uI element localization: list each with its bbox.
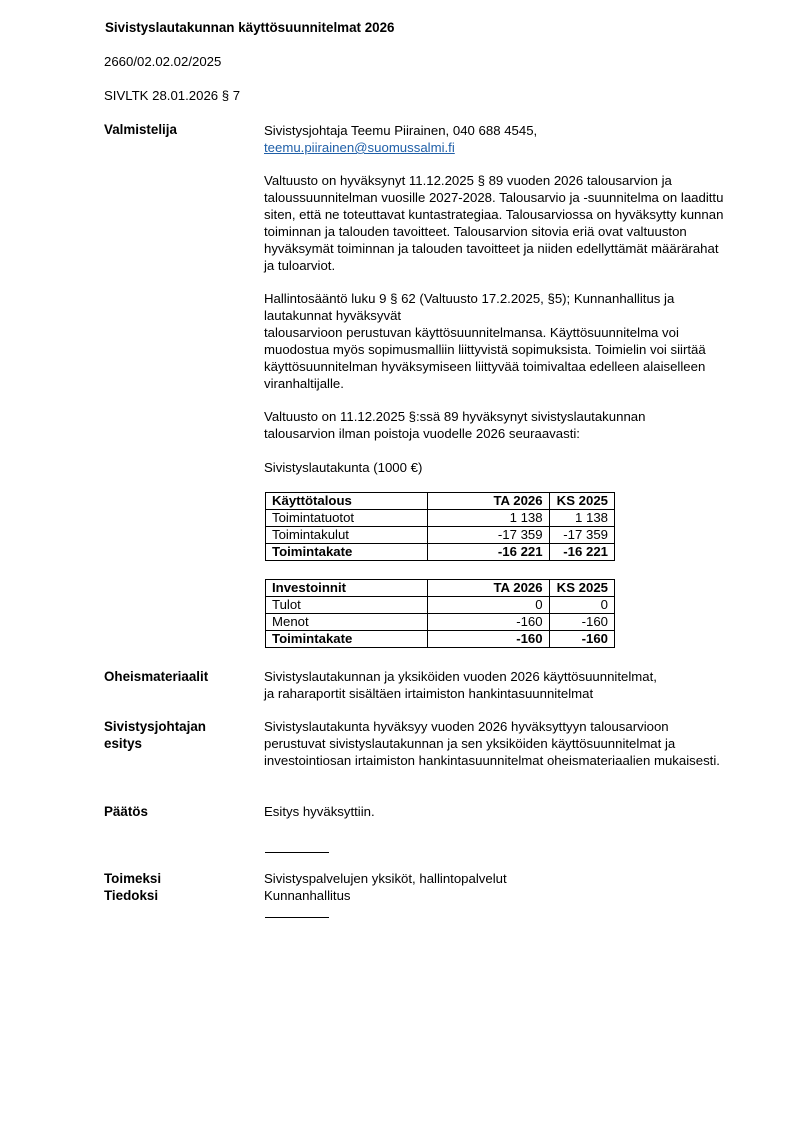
table-cell: -160 <box>549 614 614 631</box>
record-number: 2660/02.02.02/2025 <box>104 54 222 69</box>
paragraph-council-decision: Valtuusto on 11.12.2025 §:ssä 89 hyväksynyt sivistyslautakunnan talousarvion ilman poistoja vuodelle 2026 seuraavasti: <box>264 409 646 441</box>
table-header-cell: Käyttötalous <box>266 493 428 510</box>
esitys-content: Sivistyslautakunta hyväksyy vuoden 2026 hyväksyttyyn talousarvioon perustuvat sivistyslautakunnan ja sen yksiköiden käyttösuunnitelmat ja investointiosan irtaimiston hankintasuunnitelmat oheismateriaalien mukaisesti. <box>264 719 720 768</box>
table-cell: Menot <box>266 614 428 631</box>
table-total-row <box>266 544 615 561</box>
tiedoksi-label: Tiedoksi <box>104 888 159 903</box>
table-cell: Tulot <box>266 597 428 614</box>
separator-rule <box>265 852 329 853</box>
table-cell: -160 <box>549 631 614 648</box>
esitys-label-line2: esitys <box>104 736 142 751</box>
table-total-row <box>266 631 615 648</box>
table-header-cell: TA 2026 <box>427 580 549 597</box>
paragraph-regulation-line1: Hallintosääntö luku 9 § 62 (Valtuusto 17.2.2025, §5); Kunnanhallitus ja lautakunnat hyväksyvät <box>264 291 675 323</box>
table-header-row <box>266 580 615 597</box>
attachments-line1: Sivistyslautakunnan ja yksiköiden vuoden 2026 käyttösuunnitelmat, <box>264 669 657 684</box>
table-header-cell: KS 2025 <box>549 580 614 597</box>
table-cell: -160 <box>427 631 549 648</box>
oheismateriaalit-content <box>264 668 734 702</box>
table-header-cell: TA 2026 <box>427 493 549 510</box>
separator-rule <box>265 917 329 918</box>
regulation-paragraph <box>264 290 734 392</box>
table-cell: 1 138 <box>549 510 614 527</box>
document-title: Sivistyslautakunnan käyttösuunnitelmat 2026 <box>105 20 395 35</box>
tiedoksi-value: Kunnanhallitus <box>264 888 351 903</box>
budget-paragraph <box>264 172 732 274</box>
oheismateriaalit-label: Oheismateriaalit <box>104 669 209 684</box>
table-header-cell: KS 2025 <box>549 493 614 510</box>
table-caption: Sivistyslautakunta (1000 €) <box>264 460 423 475</box>
table-cell: Toimintakate <box>266 544 428 561</box>
investments-table <box>265 579 615 648</box>
table-cell: 0 <box>427 597 549 614</box>
toimeksi-label: Toimeksi <box>104 871 162 886</box>
esitys-label-line1: Sivistysjohtajan <box>104 719 206 734</box>
table-cell: -17 359 <box>549 527 614 544</box>
paragraph-regulation-rest: talousarvioon perustuvan käyttösuunnitelmansa. Käyttösuunnitelma voi muodostua myös sopimusmalliin liittyvistä sopimuksista. Toimielin voi siirtää käyttösuunnitelman hyväksymiseen liittyvää toimivaltaa edelleen alaiselleen viranhaltijalle. <box>264 325 706 391</box>
toimeksi-value: Sivistyspalvelujen yksiköt, hallintopalvelut <box>264 871 507 886</box>
operating-budget-table <box>265 492 615 561</box>
valmistelija-section <box>264 122 734 156</box>
investments-table-wrap <box>265 579 615 648</box>
table-cell: Toimintakate <box>266 631 428 648</box>
attachments-line2: ja raharaportit sisältäen irtaimiston hankintasuunnitelmat <box>264 686 594 701</box>
paatos-content: Esitys hyväksyttiin. <box>264 804 375 819</box>
preparer-contact: Sivistysjohtaja Teemu Piirainen, 040 688 4545, <box>264 123 538 138</box>
table-cell: -16 221 <box>549 544 614 561</box>
table-cell: Toimintakulut <box>266 527 428 544</box>
council-paragraph <box>264 408 704 442</box>
table-row <box>266 614 615 631</box>
table-cell: -17 359 <box>427 527 549 544</box>
table-cell: 0 <box>549 597 614 614</box>
table-header-cell: Investoinnit <box>266 580 428 597</box>
table-row <box>266 510 615 527</box>
paragraph-budget-approval: Valtuusto on hyväksynyt 11.12.2025 § 89 vuoden 2026 talousarvion ja taloussuunnitelman vuosille 2027-2028. Talousarvio ja -suunnitelma on laadittu siten, että ne toteuttavat kuntastrategiaa. Talousarviossa on hyväksytty kunnan toiminnan ja talouden tavoitteet. Talousarvion sitovia eriä ovat valtuuston hyväksymät toiminnan ja talouden tavoitteet ja niiden edellyttämät määrärahat ja tuloarviot. <box>264 173 724 273</box>
distribution-labels <box>104 870 161 904</box>
table-header-row <box>266 493 615 510</box>
table-row <box>266 527 615 544</box>
meeting-reference: SIVLTK 28.01.2026 § 7 <box>104 88 241 103</box>
table-cell: 1 138 <box>427 510 549 527</box>
table-cell: -16 221 <box>427 544 549 561</box>
table-row <box>266 597 615 614</box>
distribution-values <box>264 870 734 904</box>
valmistelija-label: Valmistelija <box>104 122 177 137</box>
paatos-label: Päätös <box>104 804 148 819</box>
table-cell: -160 <box>427 614 549 631</box>
esitys-label <box>104 718 206 752</box>
preparer-email-link[interactable]: teemu.piirainen@suomussalmi.fi <box>264 140 455 155</box>
operating-budget-table-wrap <box>265 492 615 561</box>
table-cell: Toimintatuotot <box>266 510 428 527</box>
